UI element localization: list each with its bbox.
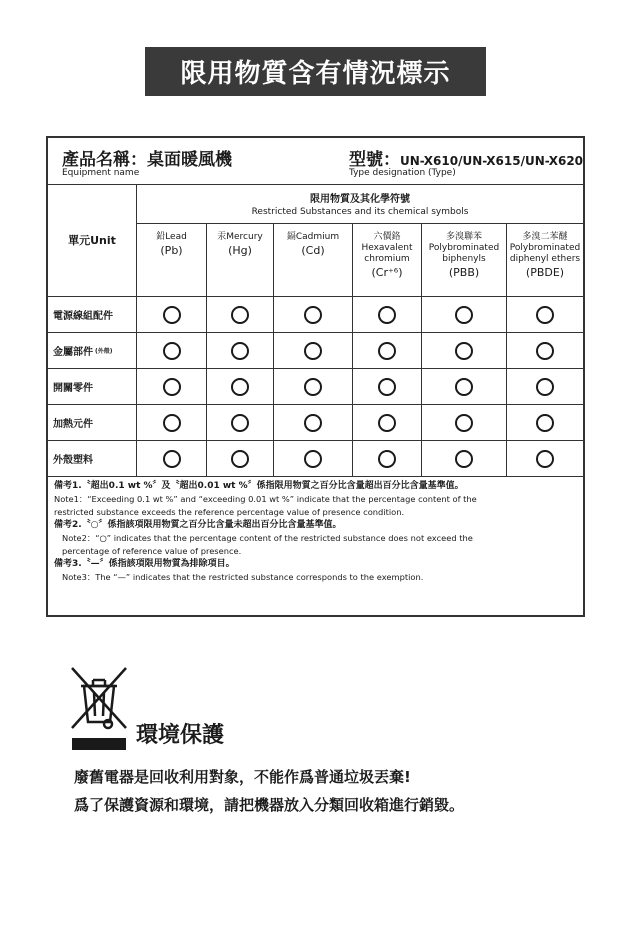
crossed-out-wheelie-bin-icon: [70, 666, 128, 754]
component-name: 開關零件: [53, 383, 93, 394]
table-cell: [422, 333, 507, 369]
table-cell: [353, 333, 422, 369]
type-designation-label: 型號：: [349, 150, 400, 170]
product-info-row: [48, 138, 583, 185]
substance-name: 多溴聯苯: [445, 232, 482, 242]
substance-symbol: (Cr⁺⁶): [371, 266, 403, 279]
type-designation: [349, 145, 583, 170]
table-cell: [274, 333, 353, 369]
table-cell: [507, 333, 583, 369]
circle-mark-icon: [536, 306, 554, 324]
circle-mark-icon: [163, 306, 181, 324]
substance-header: [274, 224, 353, 297]
note2-zh: 備考2.〝○〞係指該項限用物質之百分比含量未超出百分比含量基準值。: [54, 520, 342, 530]
type-designation-en: Type designation (Type): [349, 168, 456, 178]
note1-en-a: Note1：“Exceeding 0.1 wt %” and “exceeding 0.01 wt %” indicate that the percentage content of the: [54, 494, 477, 504]
table-cell: [207, 405, 274, 441]
circle-mark-icon: [455, 378, 473, 396]
substance-name: 六價鉻: [373, 232, 401, 242]
substance-symbol: (Pb): [160, 244, 183, 257]
circle-mark-icon: [304, 450, 322, 468]
table-cell: [422, 441, 507, 477]
substance-name-en: chromium: [364, 254, 410, 264]
table-cell: [507, 369, 583, 405]
circle-mark-icon: [378, 414, 396, 432]
table-cell: [207, 441, 274, 477]
table-cell: [274, 297, 353, 333]
table-cell: [507, 297, 583, 333]
type-designation-value: UN-X610/UN-X615/UN-X620: [400, 154, 584, 168]
equipment-name: [62, 145, 232, 170]
table-cell: [422, 369, 507, 405]
circle-mark-icon: [378, 450, 396, 468]
table-cell: [422, 405, 507, 441]
table-cell: [353, 297, 422, 333]
note2-en-a: Note2：“○” indicates that the percentage content of the restricted substance does not exceed the: [62, 533, 473, 543]
table-cell: [137, 405, 207, 441]
restricted-substances-header: [137, 184, 583, 224]
environment-line-1: 廢舊電器是回收利用對象，不能作爲普通垃圾丟棄!: [74, 768, 411, 786]
equipment-name-en: Equipment name: [62, 168, 140, 178]
component-label: [48, 333, 137, 369]
circle-mark-icon: [231, 414, 249, 432]
substance-header: [137, 224, 207, 297]
substance-symbol: (PBB): [448, 266, 480, 279]
table-cell: [137, 333, 207, 369]
table-cell: [137, 369, 207, 405]
substance-header: [422, 224, 507, 297]
circle-mark-icon: [231, 378, 249, 396]
environment-line-2: 爲了保護資源和環境，請把機器放入分類回收箱進行銷毀。: [74, 796, 465, 814]
circle-mark-icon: [378, 306, 396, 324]
component-tag: (外殼): [95, 348, 113, 355]
equipment-name-value: 桌面暖風機: [147, 150, 232, 170]
substance-symbol: (PBDE): [525, 266, 565, 279]
component-label: [48, 297, 137, 333]
substance-name: 鎘Cadmium: [286, 232, 340, 242]
circle-mark-icon: [536, 414, 554, 432]
table-cell: [507, 405, 583, 441]
component-label: [48, 369, 137, 405]
component-name: 外殼塑料: [53, 455, 93, 466]
circle-mark-icon: [304, 378, 322, 396]
table-cell: [507, 441, 583, 477]
equipment-name-label: 產品名稱：: [62, 150, 147, 170]
circle-mark-icon: [304, 414, 322, 432]
substance-name-en: Polybrominated: [428, 243, 500, 253]
environment-title: 環境保護: [136, 723, 225, 748]
table-cell: [274, 441, 353, 477]
substance-header: [207, 224, 274, 297]
note3-en: Note3：The “—” indicates that the restricted substance corresponds to the exemption.: [62, 572, 424, 582]
table-cell: [274, 369, 353, 405]
unit-header: 單元Unit: [48, 184, 137, 297]
circle-mark-icon: [163, 414, 181, 432]
circle-mark-icon: [536, 450, 554, 468]
substance-name-en: biphenyls: [442, 254, 486, 264]
table-cell: [353, 405, 422, 441]
table-cell: [207, 369, 274, 405]
substance-name-en: Hexavalent: [361, 243, 413, 253]
circle-mark-icon: [163, 342, 181, 360]
table-cell: [274, 405, 353, 441]
restricted-header-zh: 限用物質及其化學符號: [310, 194, 410, 205]
circle-mark-icon: [231, 450, 249, 468]
restricted-header-en: Restricted Substances and its chemical symbols: [251, 207, 469, 217]
table-cell: [353, 441, 422, 477]
circle-mark-icon: [378, 342, 396, 360]
circle-mark-icon: [304, 306, 322, 324]
circle-mark-icon: [455, 306, 473, 324]
component-name: 電源線組配件: [53, 311, 113, 322]
notes-section: [54, 480, 579, 584]
substance-name-en: Polybrominated: [509, 243, 581, 253]
table-cell: [137, 297, 207, 333]
substance-header: [507, 224, 583, 297]
circle-mark-icon: [231, 342, 249, 360]
circle-mark-icon: [163, 450, 181, 468]
page-title: 限用物質含有情況標示: [145, 47, 486, 96]
circle-mark-icon: [163, 378, 181, 396]
substance-header: [353, 224, 422, 297]
substance-name: 多溴二苯醚: [522, 232, 568, 242]
circle-mark-icon: [536, 378, 554, 396]
substance-symbol: (Hg): [228, 244, 252, 257]
circle-mark-icon: [455, 414, 473, 432]
circle-mark-icon: [455, 342, 473, 360]
component-label: [48, 441, 137, 477]
circle-mark-icon: [378, 378, 396, 396]
note1-zh: 備考1.〝超出0.1 wt %〞及〝超出0.01 wt %〞係指限用物質之百分比含量超出百分比含量基準值。: [54, 481, 464, 491]
circle-mark-icon: [231, 306, 249, 324]
substance-name: 汞Mercury: [217, 232, 263, 242]
restricted-substances-table: [46, 136, 585, 617]
circle-mark-icon: [536, 342, 554, 360]
table-cell: [207, 333, 274, 369]
table-cell: [207, 297, 274, 333]
component-name: 金屬部件: [53, 347, 93, 358]
substance-name: 鉛Lead: [156, 232, 187, 242]
component-name: 加熱元件: [53, 419, 93, 430]
table-cell: [137, 441, 207, 477]
table-cell: [422, 297, 507, 333]
component-label: [48, 405, 137, 441]
table-cell: [353, 369, 422, 405]
note1-en-b: restricted substance exceeds the reference percentage value of presence condition.: [54, 507, 405, 517]
note2-en-b: percentage of reference value of presence.: [62, 546, 242, 556]
note3-zh: 備考3.〝—〞係指該項限用物質為排除項目。: [54, 559, 235, 569]
substance-symbol: (Cd): [301, 244, 325, 257]
circle-mark-icon: [455, 450, 473, 468]
substance-name-en: diphenyl ethers: [509, 254, 581, 264]
circle-mark-icon: [304, 342, 322, 360]
